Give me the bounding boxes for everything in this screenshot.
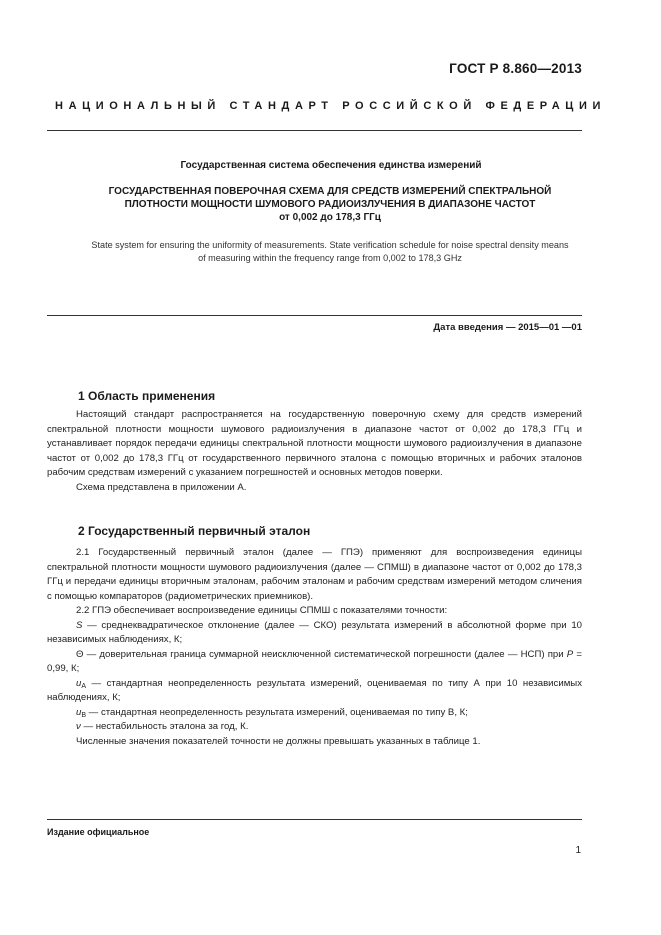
introduction-date: Дата введения — 2015—01 —01 <box>433 322 582 333</box>
indicator-ub-text: — стандартная неопределенность результата измерений, оцениваемая по типу В, К; <box>86 706 468 718</box>
official-edition-label: Издание официальное <box>47 827 150 837</box>
section-1-paragraph-2: Схема представлена в приложении А. <box>76 481 247 493</box>
main-title-line-1: ГОСУДАРСТВЕННАЯ ПОВЕРОЧНАЯ СХЕМА ДЛЯ СРЕДСТВ ИЗМЕРЕНИЙ СПЕКТРАЛЬНОЙ <box>108 186 552 197</box>
national-standard-heading: НАЦИОНАЛЬНЫЙ СТАНДАРТ РОССИЙСКОЙ ФЕДЕРАЦИИ <box>55 100 606 112</box>
symbol-u-a: u <box>76 677 82 689</box>
indicator-s <box>47 619 582 648</box>
symbol-p: P <box>566 648 574 660</box>
top-divider <box>47 130 582 131</box>
system-title: Государственная система обеспечения единства измерений <box>180 160 482 171</box>
main-title <box>40 185 620 224</box>
clause-2-2: 2.2 ГПЭ обеспечивает воспроизведение единицы СПМШ с показателями точности: <box>76 605 448 616</box>
english-title <box>40 239 620 265</box>
english-title-line-2: of measuring within the frequency range from 0,002 to 178,3 GHz <box>198 253 462 263</box>
indicator-ub <box>47 706 582 721</box>
indicator-theta <box>47 648 582 677</box>
indicator-ua-text: — стандартная неопределенность результата измерений, оцениваемая по типу А при 10 независимых наблюдениях, К; <box>47 677 582 703</box>
section-2-body <box>47 546 582 749</box>
page-number: 1 <box>575 845 581 856</box>
section-1-heading: 1 Область применения <box>78 389 216 403</box>
indicator-s-text: — среднеквадратическое отклонение (далее — СКО) результата измерений в абсолютной форме при 10 независимых наблюдениях, К; <box>47 619 582 645</box>
indicator-ua <box>47 677 582 706</box>
symbol-theta: Θ <box>76 648 84 660</box>
footer-divider <box>47 819 582 820</box>
main-title-line-2: ПЛОТНОСТИ МОЩНОСТИ ШУМОВОГО РАДИОИЗЛУЧЕНИЯ В ДИАПАЗОНЕ ЧАСТОТ <box>124 199 536 210</box>
symbol-nu: ν <box>76 721 81 732</box>
gost-code: ГОСТ Р 8.860—2013 <box>449 61 582 76</box>
subscript-a: A <box>81 682 87 690</box>
indicator-theta-text-a: — доверительная граница суммарной неисключенной систематической погрешности (далее — НСП) при <box>83 648 567 660</box>
middle-divider <box>47 315 582 316</box>
clause-2-1: 2.1 Государственный первичный эталон (далее — ГПЭ) применяют для воспроизведения единицы спектральной плотности мощности шумового радиоизлучения (далее — СПМШ) в диапазоне частот от 0,002 до 178,3 ГГц и передачи единицы вторичным эталонам, рабочим эталонам и рабочим средствам измерений методом сличения с помощью компараторов (радиометрических приемников). <box>47 547 582 602</box>
final-statement: Численные значения показателей точности не должны превышать указанных в таблице 1. <box>76 735 481 747</box>
subscript-b: B <box>81 711 87 719</box>
symbol-u-b: u <box>76 706 82 718</box>
section-1-paragraph-1: Настоящий стандарт распространяется на государственную поверочную схему для средств измерений спектральной плотности мощности шумового радиоизлучения в диапазоне частот от 0,002 до 178,3 ГГц и устанавливает порядок передачи единицы спектральной плотности мощности шумового радиоизлучения в диапазоне частот от 0,002 до 178,3 ГГц от государственного первичного эталона с помощью вторичных и рабочих эталонов рабочим средствам измерений с указанием погрешностей и основных методов поверки. <box>47 409 582 478</box>
indicator-nu-text: — нестабильность эталона за год, К. <box>80 721 249 732</box>
indicator-nu <box>47 720 582 735</box>
section-1-body <box>47 408 582 495</box>
symbol-s: S <box>76 619 83 631</box>
english-title-line-1: State system for ensuring the uniformity of measurements. State verification schedule for noise spectral density means <box>91 240 569 250</box>
section-2-heading: 2 Государственный первичный эталон <box>78 524 311 538</box>
main-title-line-3: от 0,002 до 178,3 ГГц <box>279 212 381 223</box>
indicator-theta-text-b: = 0,99, К; <box>47 648 582 674</box>
